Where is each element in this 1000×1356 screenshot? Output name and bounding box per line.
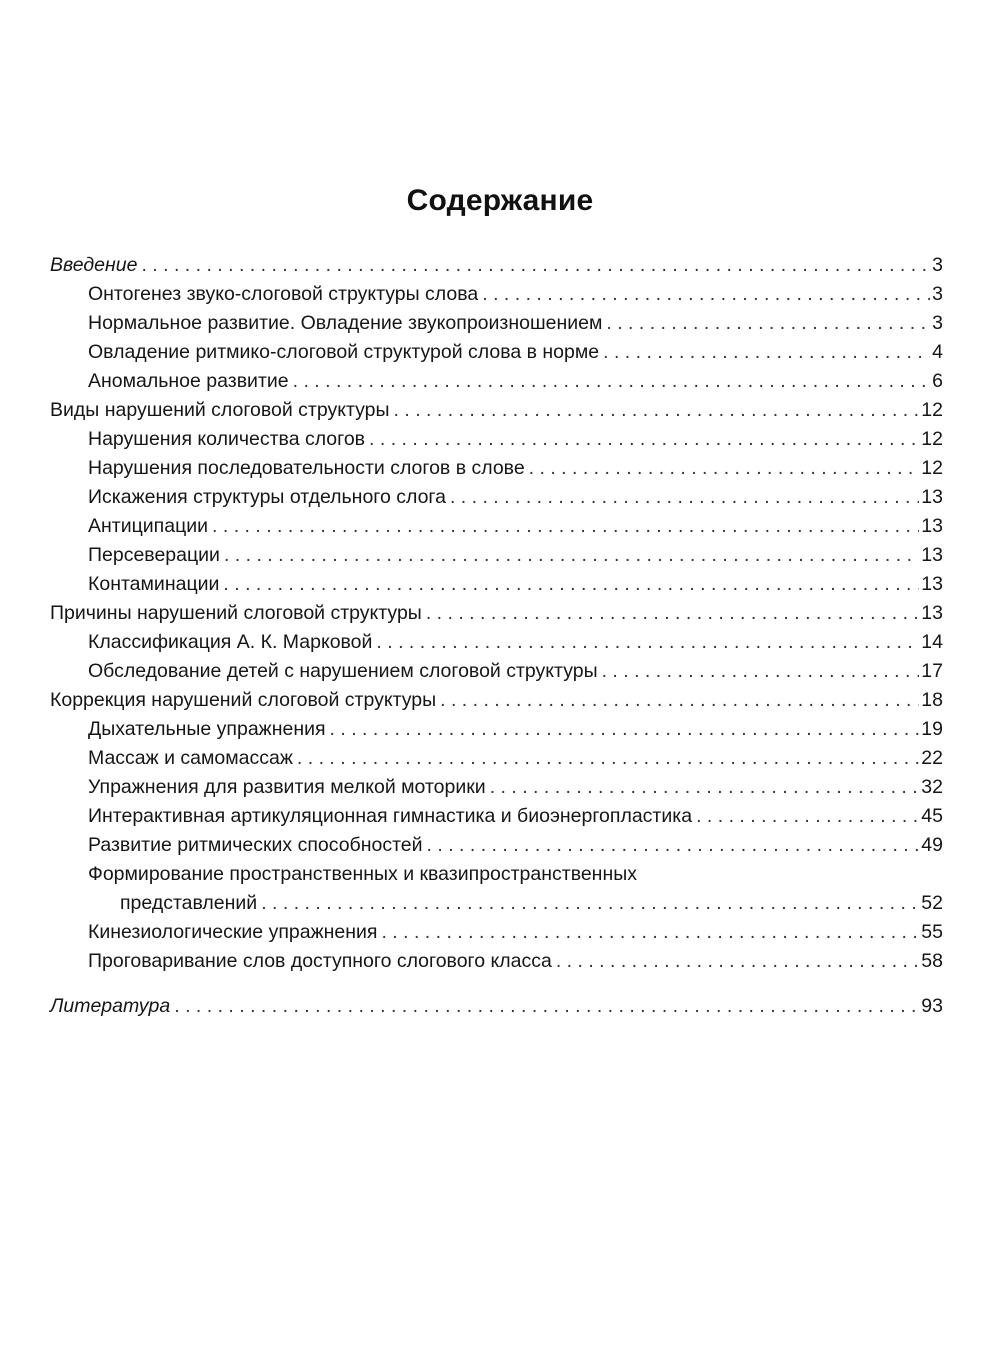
toc-page-number: 18 — [921, 689, 943, 711]
toc-page-number: 55 — [921, 921, 943, 943]
toc-leader-dots — [381, 918, 919, 947]
toc-page-number: 12 — [921, 399, 943, 421]
toc-page-number: 49 — [921, 834, 943, 856]
toc-leader-dots — [427, 831, 920, 860]
toc-page-number: 17 — [921, 660, 943, 682]
toc-entry-title: Литература — [50, 995, 171, 1017]
toc-leader-dots — [603, 338, 930, 367]
toc-entry-title: Овладение ритмико-слоговой структурой слова в норме — [88, 341, 600, 363]
toc-entry-title: Искажения структуры отдельного слога — [88, 486, 446, 508]
toc-leader-dots — [369, 425, 919, 454]
toc-leader-dots — [440, 686, 919, 715]
toc-chapter — [0, 396, 1000, 425]
toc-page-number: 13 — [921, 486, 943, 508]
toc-leader-dots — [394, 396, 920, 425]
toc-entry-title: Формирование пространственных и квазипространственных — [88, 863, 637, 885]
toc-entry-title: Аномальное развитие — [88, 370, 289, 392]
toc-entry-literature — [0, 992, 1000, 1021]
toc-page-number: 14 — [921, 631, 943, 653]
toc-entry-title: Нарушения последовательности слогов в слове — [88, 457, 525, 479]
toc-entry — [0, 947, 1000, 976]
toc-page-number: 12 — [921, 428, 943, 450]
page-title: Содержание — [406, 184, 594, 217]
toc-page-number: 93 — [921, 995, 943, 1017]
toc-chapter — [0, 599, 1000, 628]
toc-entry — [0, 483, 1000, 512]
toc-entry — [0, 338, 1000, 367]
toc-entry — [0, 280, 1000, 309]
toc-leader-dots — [223, 570, 919, 599]
toc-leader-dots — [426, 599, 919, 628]
toc-page-number: 3 — [932, 312, 943, 334]
toc-entry-title: Нормальное развитие. Овладение звукопроизношением — [88, 312, 603, 334]
toc-entry-title: Дыхательные упражнения — [88, 718, 326, 740]
toc-entry-title: Обследование детей с нарушением слоговой структуры — [88, 660, 598, 682]
toc-leader-dots — [556, 947, 919, 976]
toc-entry — [0, 831, 1000, 860]
toc-entry-introduction — [0, 251, 1000, 280]
toc-leader-dots — [376, 628, 919, 657]
toc-entry — [0, 715, 1000, 744]
toc-chapter — [0, 686, 1000, 715]
toc-page-number: 45 — [921, 805, 943, 827]
toc-entry-title: Интерактивная артикуляционная гимнастика и биоэнергопластика — [88, 805, 693, 827]
toc-entry-title: Введение — [50, 254, 138, 276]
toc-page-number: 22 — [921, 747, 943, 769]
toc-leader-dots — [293, 367, 931, 396]
toc-page-number: 13 — [921, 602, 943, 624]
toc-leader-dots — [490, 773, 920, 802]
toc-entry-title: представлений — [120, 892, 258, 914]
toc-leader-dots — [696, 802, 919, 831]
toc-entry-title: Массаж и самомассаж — [88, 747, 293, 769]
toc-leader-dots — [261, 889, 919, 918]
toc-entry — [0, 744, 1000, 773]
toc-entry-title: Кинезиологические упражнения — [88, 921, 378, 943]
toc-page-number: 32 — [921, 776, 943, 798]
toc-entry-title: Персеверации — [88, 544, 220, 566]
toc-entry — [0, 570, 1000, 599]
toc-entry-title: Онтогенез звуко-слоговой структуры слова — [88, 283, 479, 305]
toc-page-number: 13 — [921, 515, 943, 537]
toc-entry — [0, 512, 1000, 541]
table-of-contents — [0, 251, 1000, 1021]
toc-leader-dots — [212, 512, 919, 541]
toc-leader-dots — [606, 309, 930, 338]
toc-entry-title: Упражнения для развития мелкой моторики — [88, 776, 486, 798]
toc-leader-dots — [330, 715, 920, 744]
toc-page-number: 6 — [932, 370, 943, 392]
toc-entry — [0, 802, 1000, 831]
toc-entry — [0, 628, 1000, 657]
toc-leader-dots — [297, 744, 919, 773]
toc-entry-title: Коррекция нарушений слоговой структуры — [50, 689, 437, 711]
toc-entry — [0, 309, 1000, 338]
toc-entry-title: Развитие ритмических способностей — [88, 834, 423, 856]
toc-entry-title: Виды нарушений слоговой структуры — [50, 399, 390, 421]
toc-entry-title: Нарушения количества слогов — [88, 428, 366, 450]
toc-entry — [0, 773, 1000, 802]
toc-leader-dots — [529, 454, 920, 483]
toc-entry-continuation — [0, 889, 1000, 918]
toc-entry-first-line — [0, 860, 1000, 889]
toc-entry-title: Контаминации — [88, 573, 220, 595]
toc-entry-title: Классификация А. К. Марковой — [88, 631, 373, 653]
toc-entry — [0, 367, 1000, 396]
toc-leader-dots — [174, 992, 919, 1021]
toc-entry — [0, 918, 1000, 947]
toc-entry — [0, 454, 1000, 483]
toc-page-number: 58 — [921, 950, 943, 972]
toc-entry — [0, 657, 1000, 686]
toc-entry — [0, 425, 1000, 454]
toc-page-number: 13 — [921, 544, 943, 566]
toc-leader-dots — [141, 251, 930, 280]
toc-page-number: 4 — [932, 341, 943, 363]
toc-page-number: 3 — [932, 283, 943, 305]
toc-page-number: 13 — [921, 573, 943, 595]
toc-page-number: 3 — [932, 254, 943, 276]
toc-entry-title: Причины нарушений слоговой структуры — [50, 602, 422, 624]
toc-leader-dots — [224, 541, 919, 570]
toc-page-number: 19 — [921, 718, 943, 740]
toc-leader-dots — [482, 280, 930, 309]
toc-page-number: 52 — [921, 892, 943, 914]
toc-page-number: 12 — [921, 457, 943, 479]
toc-entry-title: Проговаривание слов доступного слогового класса — [88, 950, 552, 972]
toc-entry-title: Антиципации — [88, 515, 209, 537]
toc-leader-dots — [602, 657, 920, 686]
toc-entry — [0, 541, 1000, 570]
toc-leader-dots — [450, 483, 919, 512]
